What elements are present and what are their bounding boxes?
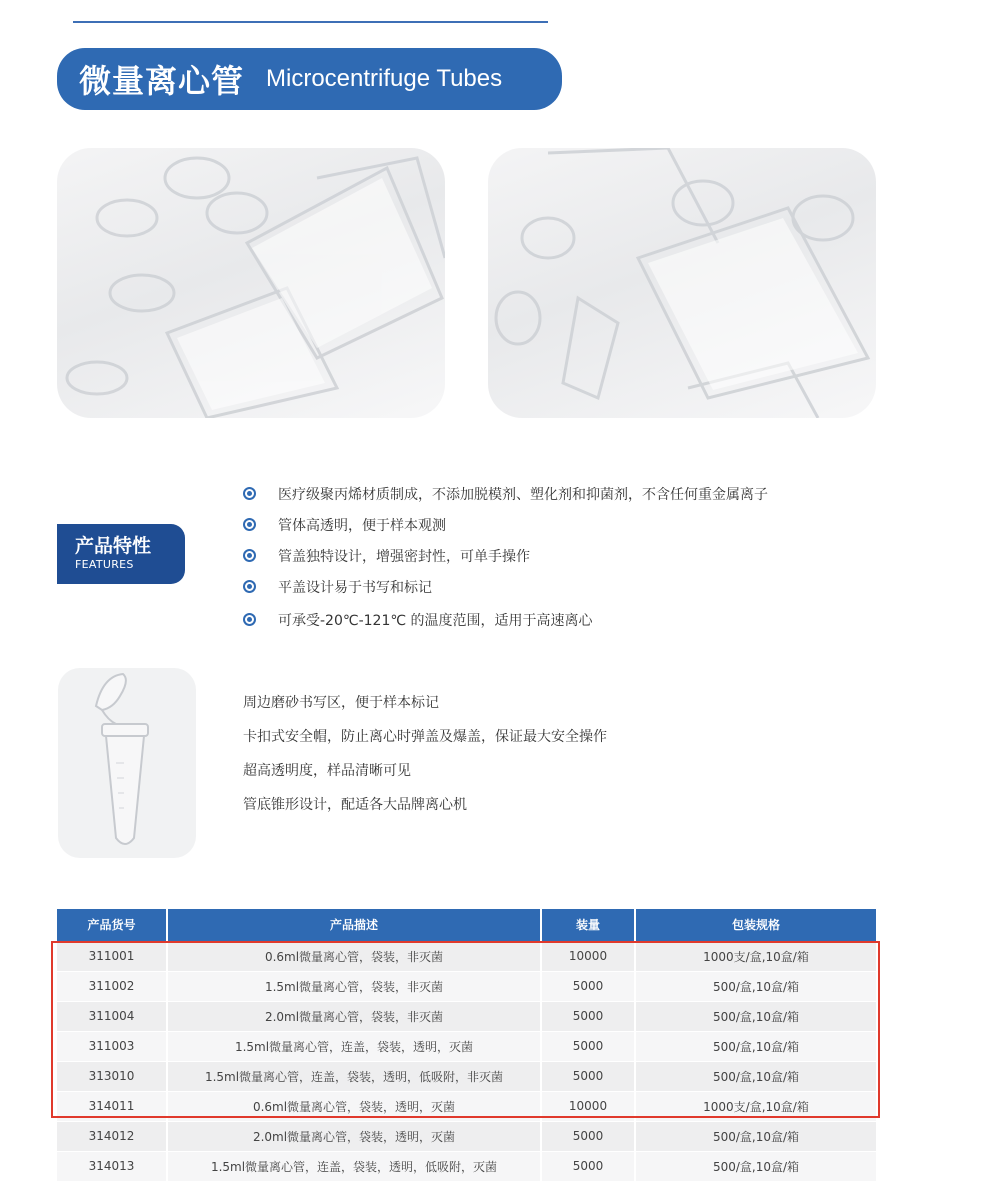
table-row (57, 1001, 876, 1031)
tube-icon (58, 668, 196, 858)
table-row (57, 1151, 876, 1181)
bullet-icon (243, 518, 256, 531)
feature-list (243, 478, 883, 635)
feature-item: 管盖独特设计，增强密封性，可单手操作 (243, 540, 883, 571)
cell-sku: 311003 (57, 1031, 167, 1061)
product-spec-table (57, 909, 876, 1181)
tubes-illustration-right (488, 148, 876, 418)
title-banner (57, 48, 562, 110)
cell-description: 1.5ml微量离心管，袋装，非灭菌 (167, 971, 541, 1001)
bullet-icon (243, 549, 256, 562)
table-header-row (57, 909, 876, 941)
cell-sku: 311001 (57, 941, 167, 971)
detail-list (243, 686, 883, 822)
cell-packaging: 1000支/盒,10盒/箱 (635, 1091, 876, 1121)
header-quantity: 装量 (541, 909, 635, 941)
cell-packaging: 500/盒,10盒/箱 (635, 1151, 876, 1181)
table-row (57, 1091, 876, 1121)
cell-sku: 313010 (57, 1061, 167, 1091)
product-photo-tube-closeup (488, 148, 876, 418)
table-row (57, 941, 876, 971)
header-sku: 产品货号 (57, 909, 167, 941)
table-row (57, 1121, 876, 1151)
cell-quantity: 5000 (541, 1001, 635, 1031)
cell-quantity: 5000 (541, 1031, 635, 1061)
table-row (57, 1061, 876, 1091)
page-title-en: Microcentrifuge Tubes (266, 65, 503, 92)
header-description: 产品描述 (167, 909, 541, 941)
cell-description: 0.6ml微量离心管，袋装，透明，灭菌 (167, 1091, 541, 1121)
detail-item: 周边磨砂书写区，便于样本标记 (243, 695, 439, 711)
single-tube-photo (58, 668, 196, 858)
cell-quantity: 5000 (541, 1121, 635, 1151)
features-badge-en: FEATURES (75, 558, 134, 571)
page-title-cn: 微量离心管 (79, 62, 245, 100)
feature-item: 管体高透明，便于样本观测 (243, 509, 883, 540)
cell-description: 1.5ml微量离心管，连盖，袋装，透明，低吸附，灭菌 (167, 1151, 541, 1181)
feature-item: 可承受-20℃-121℃ 的温度范围，适用于高速离心 (243, 604, 883, 635)
cell-packaging: 1000支/盒,10盒/箱 (635, 941, 876, 971)
cell-packaging: 500/盒,10盒/箱 (635, 1001, 876, 1031)
cell-packaging: 500/盒,10盒/箱 (635, 1061, 876, 1091)
cell-quantity: 5000 (541, 971, 635, 1001)
cell-description: 1.5ml微量离心管，连盖，袋装，透明，灭菌 (167, 1031, 541, 1061)
cell-packaging: 500/盒,10盒/箱 (635, 971, 876, 1001)
detail-item: 卡扣式安全帽，防止离心时弹盖及爆盖，保证最大安全操作 (243, 729, 607, 745)
cell-quantity: 5000 (541, 1061, 635, 1091)
bullet-icon (243, 613, 256, 626)
cell-sku: 314011 (57, 1091, 167, 1121)
features-badge-cn: 产品特性 (75, 535, 152, 557)
detail-item: 超高透明度，样品清晰可见 (243, 763, 411, 779)
bullet-icon (243, 580, 256, 593)
cell-packaging: 500/盒,10盒/箱 (635, 1031, 876, 1061)
cell-quantity: 5000 (541, 1151, 635, 1181)
cell-packaging: 500/盒,10盒/箱 (635, 1121, 876, 1151)
header-packaging: 包装规格 (635, 909, 876, 941)
cell-description: 2.0ml微量离心管，袋装，非灭菌 (167, 1001, 541, 1031)
cell-quantity: 10000 (541, 941, 635, 971)
tubes-illustration-left (57, 148, 445, 418)
features-badge (57, 524, 185, 584)
cell-sku: 314013 (57, 1151, 167, 1181)
feature-item: 平盖设计易于书写和标记 (243, 571, 883, 602)
cell-sku: 311002 (57, 971, 167, 1001)
table-row (57, 971, 876, 1001)
cell-sku: 314012 (57, 1121, 167, 1151)
product-photo-tubes-lids (57, 148, 445, 418)
cell-description: 1.5ml微量离心管，连盖，袋装，透明，低吸附，非灭菌 (167, 1061, 541, 1091)
cell-description: 2.0ml微量离心管，袋装，透明，灭菌 (167, 1121, 541, 1151)
top-divider (73, 21, 548, 23)
bullet-icon (243, 487, 256, 500)
feature-item: 医疗级聚丙烯材质制成，不添加脱模剂、塑化剂和抑菌剂，不含任何重金属离子 (243, 478, 883, 509)
cell-quantity: 10000 (541, 1091, 635, 1121)
detail-item: 管底锥形设计，配适各大品牌离心机 (243, 797, 467, 813)
cell-sku: 311004 (57, 1001, 167, 1031)
cell-description: 0.6ml微量离心管，袋装，非灭菌 (167, 941, 541, 971)
table-row (57, 1031, 876, 1061)
